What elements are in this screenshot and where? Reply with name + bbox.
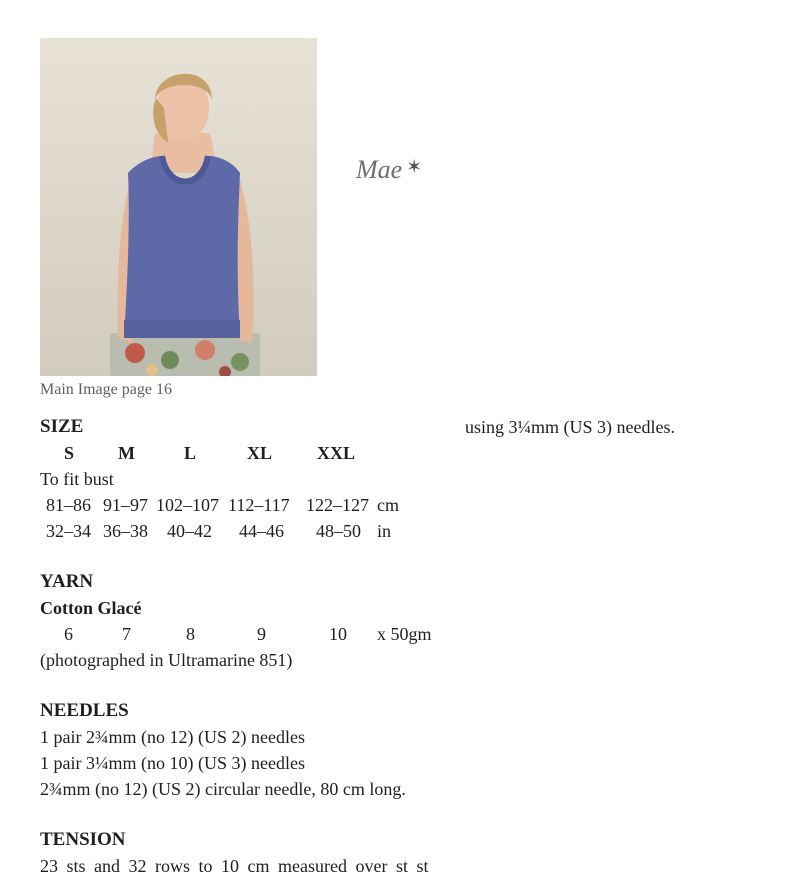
in-row [40, 518, 440, 544]
pattern-title [356, 155, 422, 185]
in-value: 48–50 [316, 521, 361, 541]
tension-line: 23 sts and 32 rows to 10 cm measured over st st [40, 856, 429, 876]
cm-unit: cm [377, 495, 399, 515]
cm-value: 91–97 [103, 495, 148, 515]
cm-row [40, 492, 440, 518]
size-heading: SIZE [40, 416, 84, 437]
pattern-name: Mae [356, 155, 403, 184]
in-value: 44–46 [239, 521, 284, 541]
needles-heading: NEEDLES [40, 700, 129, 721]
cm-value: 112–117 [228, 495, 290, 515]
fit-label: To fit bust [40, 469, 114, 489]
tension-heading: TENSION [40, 829, 126, 850]
in-value: 36–38 [103, 521, 148, 541]
in-value: 32–34 [46, 521, 91, 541]
yarn-heading: YARN [40, 571, 94, 592]
cm-value: 122–127 [306, 495, 369, 515]
cm-value: 81–86 [46, 495, 91, 515]
cm-value: 102–107 [156, 495, 219, 515]
needle-line: 2¾mm (no 12) (US 2) circular needle, 80 cm long. [40, 779, 406, 799]
image-caption: Main Image page 16 [40, 381, 172, 398]
in-value: 40–42 [167, 521, 212, 541]
yarn-amount: 8 [186, 624, 195, 644]
size-col: L [184, 443, 197, 463]
yarn-amounts-row [40, 621, 460, 647]
tension-continuation: using 3¼mm (US 3) needles. [465, 417, 675, 437]
size-columns-row [40, 440, 440, 466]
yarn-amount: 9 [257, 624, 266, 644]
yarn-amount: 7 [122, 624, 131, 644]
size-col: XL [247, 443, 273, 463]
yarn-photographed: (photographed in Ultramarine 851) [40, 650, 293, 670]
yarn-unit: x 50gm [377, 624, 432, 644]
yarn-amount: 10 [329, 624, 347, 644]
yarn-amount: 6 [64, 624, 73, 644]
needle-line: 1 pair 2¾mm (no 12) (US 2) needles [40, 727, 305, 747]
model-photo [40, 38, 317, 376]
size-col: XXL [317, 443, 356, 463]
yarn-name: Cotton Glacé [40, 598, 142, 618]
size-col: S [64, 443, 75, 463]
star-icon: ✶ [406, 157, 423, 178]
in-unit: in [377, 521, 392, 541]
size-col: M [118, 443, 135, 463]
needle-line: 1 pair 3¼mm (no 10) (US 3) needles [40, 753, 305, 773]
